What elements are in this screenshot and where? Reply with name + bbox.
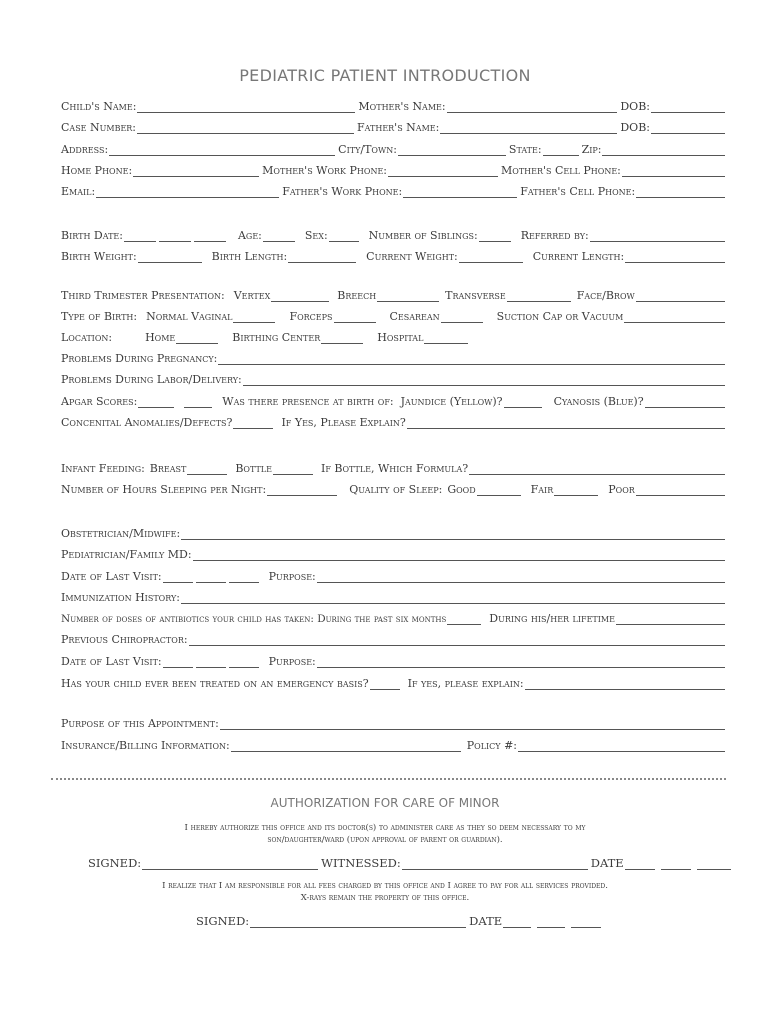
witnessed-label: WITNESSED: [321, 856, 401, 870]
row-antibiotics [61, 609, 725, 625]
infant-feeding-label: Infant Feeding: [61, 462, 145, 475]
congenital-label: Concenital Anomalies/Defects? [61, 416, 233, 429]
siblings-field[interactable] [479, 230, 511, 242]
if-yes-explain-label: If Yes, Please Explain? [281, 416, 406, 429]
purpose1-label: Purpose: [268, 570, 316, 583]
face-brow-field[interactable] [636, 290, 725, 302]
date2-year-field[interactable] [571, 916, 601, 928]
age-label: Age: [237, 229, 262, 242]
pediatrician-label: Pediatrician/Family MD: [61, 548, 192, 561]
authorization-paragraph-2-line-2: X-rays remain the property of this office. [300, 893, 470, 903]
previous-chiro-label: Previous Chiropractor: [61, 633, 188, 646]
signed2-field[interactable] [250, 916, 466, 928]
normal-vaginal-field[interactable] [233, 311, 275, 323]
father-dob-label: DOB: [620, 121, 650, 134]
forceps-label: Forceps [289, 310, 333, 323]
row-signed-witnessed [88, 854, 704, 870]
bottle-label: Bottle [235, 462, 272, 475]
mothers-name-label: Mother's Name: [358, 100, 446, 113]
referred-by-label: Referred by: [520, 229, 589, 242]
breech-field[interactable] [377, 290, 439, 302]
row-problems-labor [61, 370, 725, 386]
normal-vaginal-label: Normal Vaginal [146, 310, 233, 323]
transverse-label: Transverse [445, 289, 506, 302]
authorization-paragraph-2-line-1: I realize that I am responsible for all fees charged by this office and I agree to pay for all services provided. [162, 881, 608, 891]
authorization-title: AUTHORIZATION FOR CARE OF MINOR [270, 796, 500, 810]
suction-label: Suction Cap or Vacuum [496, 310, 624, 323]
third-trimester-label: Third Trimester Presentation: [61, 289, 225, 302]
poor-field[interactable] [636, 484, 725, 496]
congenital-field[interactable] [233, 417, 273, 429]
row-birth-weight [61, 247, 725, 263]
good-label: Good [447, 483, 476, 496]
birth-length-field[interactable] [288, 251, 356, 263]
row-emergency [61, 674, 725, 690]
last-visit2-month-field[interactable] [163, 656, 193, 668]
date1-year-field[interactable] [697, 858, 731, 870]
last-visit1-day-field[interactable] [196, 571, 226, 583]
childs-name-label: Child's Name: [61, 100, 137, 113]
address-field[interactable] [109, 144, 335, 156]
obstetrician-field[interactable] [181, 528, 725, 540]
cesarean-label: Cesarean [389, 310, 440, 323]
policy-field[interactable] [518, 740, 725, 752]
purpose-appointment-label: Purpose of this Appointment: [61, 717, 219, 730]
row-child-mother [61, 97, 725, 113]
face-brow-label: Face/Brow [576, 289, 635, 302]
mother-dob-field[interactable] [651, 101, 725, 113]
apgar-score1-field[interactable] [138, 396, 174, 408]
row-sleeping [61, 480, 725, 496]
state-field[interactable] [543, 144, 579, 156]
row-presentation [61, 286, 725, 302]
if-yes-please-field[interactable] [525, 678, 725, 690]
policy-label: Policy #: [466, 739, 517, 752]
childs-name-field[interactable] [137, 101, 355, 113]
home-phone-field[interactable] [133, 165, 259, 177]
home-label: Home [145, 331, 176, 344]
row-birth-date [61, 226, 725, 242]
hours-sleeping-label: Number of Hours Sleeping per Night: [61, 483, 267, 496]
hospital-field[interactable] [424, 332, 468, 344]
date1-label: DATE [590, 856, 624, 870]
email-label: Email: [61, 185, 96, 198]
if-yes-please-label: If yes, please explain: [407, 677, 524, 690]
siblings-label: Number of Siblings: [368, 229, 478, 242]
zip-field[interactable] [602, 144, 725, 156]
row-insurance [61, 736, 725, 752]
fair-field[interactable] [554, 484, 598, 496]
form-title: PEDIATRIC PATIENT INTRODUCTION [239, 66, 531, 85]
birthing-center-field[interactable] [321, 332, 363, 344]
fathers-cell-phone-field[interactable] [636, 186, 725, 198]
breast-field[interactable] [187, 463, 227, 475]
type-of-birth-label: Type of Birth: [61, 310, 138, 323]
current-length-field[interactable] [625, 251, 725, 263]
insurance-label: Insurance/Billing Information: [61, 739, 230, 752]
purpose2-label: Purpose: [268, 655, 316, 668]
row-email-father [61, 182, 725, 198]
previous-chiro-field[interactable] [189, 634, 725, 646]
apgar-score2-field[interactable] [184, 396, 212, 408]
current-length-label: Current Length: [532, 250, 625, 263]
row-type-of-birth [61, 307, 725, 323]
good-field[interactable] [477, 484, 521, 496]
birth-date-year-field[interactable] [194, 230, 226, 242]
fathers-name-label: Father's Name: [357, 121, 440, 134]
lifetime-label: During his/her lifetime [489, 612, 615, 625]
birth-date-month-field[interactable] [124, 230, 156, 242]
birthing-center-label: Birthing Center [232, 331, 321, 344]
location-label: Location: [61, 331, 113, 344]
insurance-field[interactable] [231, 740, 461, 752]
row-phones-mother [61, 161, 725, 177]
pediatrician-field[interactable] [193, 549, 725, 561]
apgar-label: Apgar Scores: [61, 395, 138, 408]
signed2-label: SIGNED: [196, 914, 250, 928]
problems-labor-label: Problems During Labor/Delivery: [61, 373, 242, 386]
quality-sleep-label: Quality of Sleep: [349, 483, 443, 496]
sex-label: Sex: [304, 229, 328, 242]
row-previous-chiro [61, 630, 725, 646]
fathers-work-phone-field[interactable] [403, 186, 517, 198]
row-case-father [61, 118, 725, 134]
mothers-cell-phone-field[interactable] [622, 165, 725, 177]
birth-length-label: Birth Length: [211, 250, 288, 263]
age-field[interactable] [263, 230, 295, 242]
row-obstetrician [61, 524, 725, 540]
mothers-work-phone-field[interactable] [388, 165, 498, 177]
dotted-divider [51, 778, 726, 780]
birth-date-label: Birth Date: [61, 229, 123, 242]
breech-label: Breech [337, 289, 377, 302]
purpose1-field[interactable] [317, 571, 725, 583]
breast-label: Breast [149, 462, 187, 475]
which-formula-field[interactable] [469, 463, 725, 475]
jaundice-field[interactable] [504, 396, 542, 408]
current-weight-field[interactable] [459, 251, 523, 263]
suction-field[interactable] [624, 311, 725, 323]
hospital-label: Hospital [377, 331, 424, 344]
transverse-field[interactable] [507, 290, 571, 302]
last-visit1-month-field[interactable] [163, 571, 193, 583]
antibiotics-label: Number of doses of antibiotics your child has taken: During the past six months [61, 613, 447, 625]
fair-label: Fair [530, 483, 554, 496]
last-visit1-year-field[interactable] [229, 571, 259, 583]
row-congenital [61, 413, 725, 429]
date1-month-field[interactable] [625, 858, 655, 870]
vertex-field[interactable] [271, 290, 329, 302]
home-phone-label: Home Phone: [61, 164, 133, 177]
row-address [61, 140, 725, 156]
row-problems-pregnancy [61, 349, 725, 365]
authorization-paragraph-1-line-1: I hereby authorize this office and its doctor(s) to administer care as they so deem necessary to my [184, 823, 586, 833]
birth-date-day-field[interactable] [159, 230, 191, 242]
authorization-paragraph-1 [130, 822, 640, 846]
presence-at-birth-label: Was there presence at birth of: [222, 395, 394, 408]
mothers-name-field[interactable] [447, 101, 618, 113]
row-purpose-appointment [61, 714, 725, 730]
jaundice-label: Jaundice (Yellow)? [400, 395, 503, 408]
problems-labor-field[interactable] [243, 374, 725, 386]
emergency-field[interactable] [370, 678, 400, 690]
row-apgar [61, 392, 725, 408]
date2-label: DATE [469, 914, 503, 928]
last-visit2-label: Date of Last Visit: [61, 655, 162, 668]
mothers-work-phone-label: Mother's Work Phone: [262, 164, 388, 177]
signed1-label: SIGNED: [88, 856, 142, 870]
birth-weight-label: Birth Weight: [61, 250, 137, 263]
city-town-field[interactable] [398, 144, 506, 156]
cesarean-field[interactable] [441, 311, 483, 323]
fathers-cell-phone-label: Father's Cell Phone: [520, 185, 636, 198]
mothers-cell-phone-label: Mother's Cell Phone: [501, 164, 621, 177]
if-yes-explain-field[interactable] [407, 417, 725, 429]
current-weight-label: Current Weight: [366, 250, 458, 263]
father-dob-field[interactable] [651, 122, 725, 134]
mother-dob-label: DOB: [620, 100, 650, 113]
vertex-label: Vertex [233, 289, 271, 302]
immunization-label: Immunization History: [61, 591, 180, 604]
last-visit2-year-field[interactable] [229, 656, 259, 668]
email-field[interactable] [96, 186, 279, 198]
bottle-field[interactable] [273, 463, 313, 475]
poor-label: Poor [608, 483, 635, 496]
address-label: Address: [61, 143, 109, 156]
birth-weight-field[interactable] [138, 251, 202, 263]
lifetime-field[interactable] [616, 613, 725, 625]
state-label: State: [508, 143, 542, 156]
cyanosis-label: Cyanosis (Blue)? [553, 395, 644, 408]
sex-field[interactable] [329, 230, 359, 242]
date2-day-field[interactable] [537, 916, 565, 928]
row-pediatrician [61, 545, 725, 561]
zip-label: Zip: [581, 143, 602, 156]
date1-day-field[interactable] [661, 858, 691, 870]
immunization-field[interactable] [181, 592, 725, 604]
row-infant-feeding [61, 459, 725, 475]
problems-pregnancy-field[interactable] [218, 353, 725, 365]
date2-month-field[interactable] [503, 916, 531, 928]
row-signed-date [196, 912, 596, 928]
last-visit1-label: Date of Last Visit: [61, 570, 162, 583]
row-last-visit2 [61, 652, 725, 668]
which-formula-label: If Bottle, Which Formula? [320, 462, 469, 475]
problems-pregnancy-label: Problems During Pregnancy: [61, 352, 218, 365]
referred-by-field[interactable] [590, 230, 725, 242]
last-visit2-day-field[interactable] [196, 656, 226, 668]
row-last-visit1 [61, 567, 725, 583]
purpose-appointment-field[interactable] [220, 718, 725, 730]
fathers-name-field[interactable] [440, 122, 617, 134]
emergency-label: Has your child ever been treated on an emergency basis? [61, 677, 369, 690]
antibiotics-six-months-field[interactable] [447, 613, 481, 625]
authorization-paragraph-2 [110, 880, 660, 904]
witnessed-field[interactable] [402, 858, 588, 870]
home-field[interactable] [176, 332, 218, 344]
authorization-paragraph-1-line-2: son/daughter/ward (upon approval of parent or guardian). [267, 835, 503, 845]
row-immunization [61, 588, 725, 604]
fathers-work-phone-label: Father's Work Phone: [282, 185, 403, 198]
forceps-field[interactable] [334, 311, 376, 323]
case-number-label: Case Number: [61, 121, 137, 134]
city-town-label: City/Town: [338, 143, 397, 156]
case-number-field[interactable] [137, 122, 354, 134]
hours-sleeping-field[interactable] [267, 484, 337, 496]
signed1-field[interactable] [142, 858, 318, 870]
obstetrician-label: Obstetrician/Midwife: [61, 527, 181, 540]
cyanosis-field[interactable] [645, 396, 725, 408]
row-location [61, 328, 725, 344]
purpose2-field[interactable] [317, 656, 725, 668]
